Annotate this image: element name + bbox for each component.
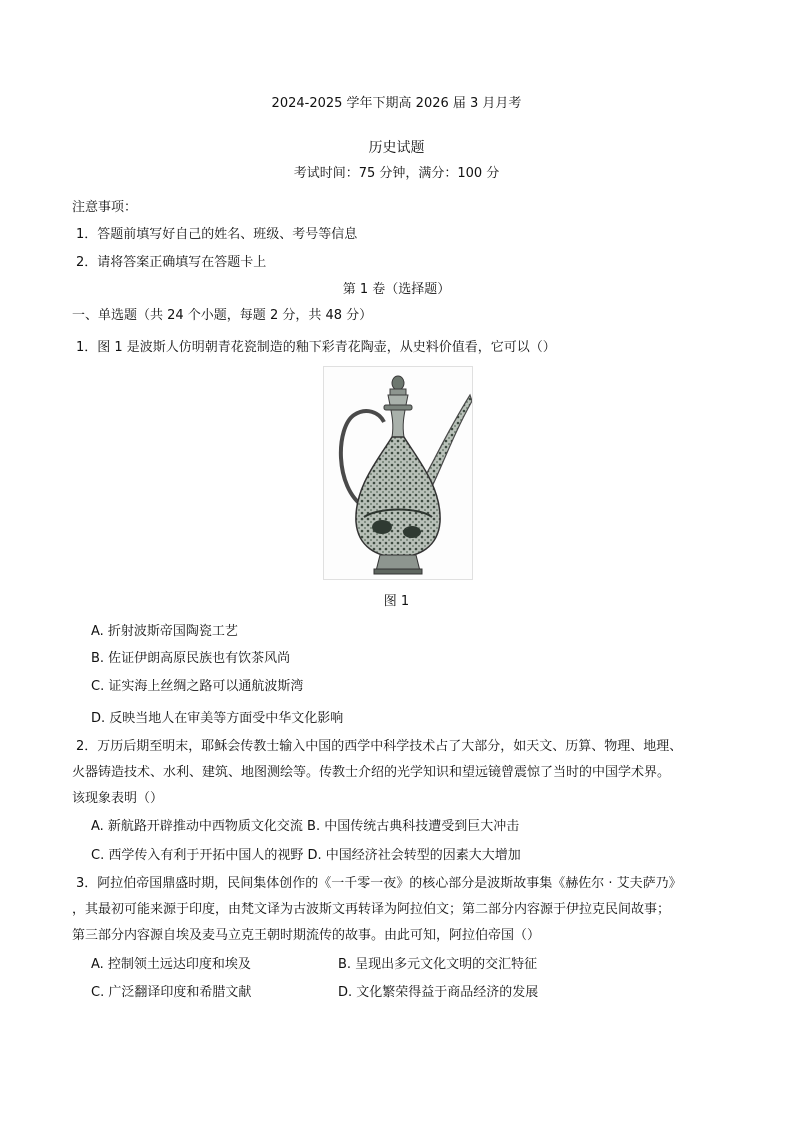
question-2-stem-line: 2．万历后期至明末，耶稣会传教士输入中国的西学中科学技术占了大部分，如天文、历算、物理、地理、: [76, 739, 683, 754]
notes-heading: 注意事项：: [72, 200, 138, 215]
option-c[interactable]: C. 证实海上丝绸之路可以通航波斯湾: [91, 679, 304, 694]
option-b[interactable]: B. 呈现出多元文化文明的交汇特征: [338, 957, 538, 972]
question-3-stem-line: 第三部分内容源自埃及麦马立克王朝时期流传的故事。由此可知，阿拉伯帝国（）: [72, 928, 541, 943]
ewer-illustration: [324, 367, 472, 579]
volume-title: 第 1 卷（选择题）: [342, 282, 451, 297]
option-b[interactable]: B. 佐证伊朗高原民族也有饮茶风尚: [91, 651, 291, 666]
question-2-options-row[interactable]: A. 新航路开辟推动中西物质文化交流 B. 中国传统古典科技遭受到巨大冲击: [91, 819, 520, 834]
question-2-options-row[interactable]: C. 西学传入有利于开拓中国人的视野 D. 中国经济社会转型的因素大大增加: [91, 848, 521, 863]
question-3-stem-line: 3．阿拉伯帝国鼎盛时期，民间集体创作的《一千零一夜》的核心部分是波斯故事集《赫佐尔 · 艾夫萨乃》: [76, 876, 682, 891]
question-2-stem-line: 该现象表明（）: [72, 791, 164, 806]
figure-caption: 图 1: [383, 594, 410, 609]
option-d[interactable]: D. 文化繁荣得益于商品经济的发展: [338, 985, 539, 1000]
option-c[interactable]: C. 广泛翻译印度和希腊文献: [91, 985, 252, 1000]
subject-title: 历史试题: [368, 140, 425, 156]
question-2-stem-line: 火器铸造技术、水利、建筑、地图测绘等。传教士介绍的光学知识和望远镜曾震惊了当时的中国学术界。: [72, 765, 671, 780]
section-title: 一、单选题（共 24 个小题，每题 2 分，共 48 分）: [72, 308, 373, 323]
question-3-stem-line: ，其最初可能来源于印度，由梵文译为古波斯文再转译为阿拉伯文；第二部分内容源于伊拉克民间故事；: [72, 902, 671, 917]
question-1-stem: 1．图 1 是波斯人仿明朝青花瓷制造的釉下彩青花陶壶，从史料价值看，它可以（）: [76, 340, 556, 355]
note-item: 2．请将答案正确填写在答题卡上: [76, 255, 267, 270]
option-a[interactable]: A. 折射波斯帝国陶瓷工艺: [91, 624, 238, 639]
ewer-figure: [323, 366, 473, 580]
exam-info: 考试时间：75 分钟，满分：100 分: [293, 166, 500, 181]
exam-title: 2024-2025 学年下期高 2026 届 3 月月考: [271, 96, 522, 111]
note-item: 1．答题前填写好自己的姓名、班级、考号等信息: [76, 227, 358, 242]
option-d[interactable]: D. 反映当地人在审美等方面受中华文化影响: [91, 711, 344, 726]
option-a[interactable]: A. 控制领土远达印度和埃及: [91, 957, 251, 972]
